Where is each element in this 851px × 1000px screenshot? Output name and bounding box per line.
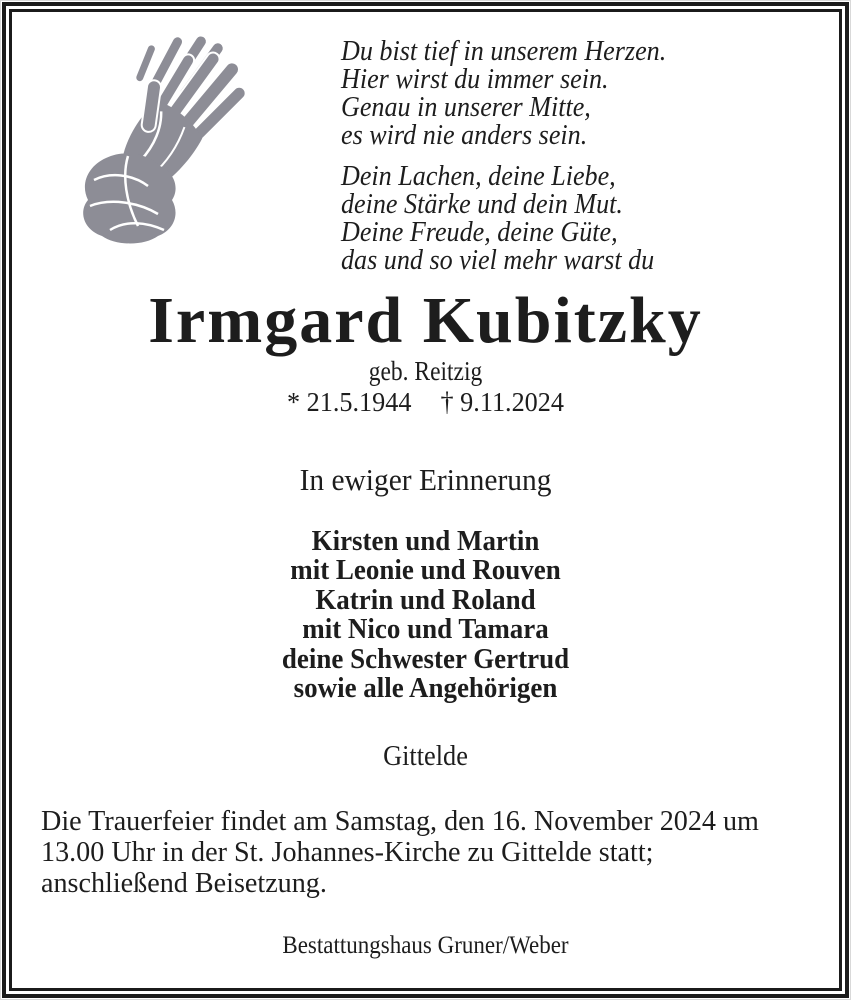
poem-line: das und so viel mehr warst du xyxy=(341,244,655,276)
poem-line: Deine Freude, deine Güte, xyxy=(341,216,618,248)
poem-line: Dein Lachen, deine Liebe, xyxy=(341,160,616,192)
mourner-line: Katrin und Roland xyxy=(315,583,536,616)
funeral-notice-line: 13.00 Uhr in der St. Johannes-Kirche zu Gittelde statt; xyxy=(41,836,654,868)
poem-line: es wird nie anders sein. xyxy=(341,119,588,151)
birth-date: * 21.5.1944 xyxy=(287,387,412,417)
death-date: † 9.11.2024 xyxy=(440,387,564,417)
location-line: Gittelde xyxy=(383,741,468,772)
praying-hands-icon xyxy=(76,30,246,255)
poem-line: Genau in unserer Mitte, xyxy=(341,91,591,123)
mourner-line: mit Nico und Tamara xyxy=(302,613,549,646)
funeral-notice-line: anschließend Beisetzung. xyxy=(41,867,327,899)
funeral-home-line: Bestattungshaus Gruner/Weber xyxy=(282,932,569,959)
poem-line: deine Stärke und dein Mut. xyxy=(341,188,623,220)
life-dates xyxy=(13,387,838,418)
mourner-line: mit Leonie und Rouven xyxy=(290,554,561,587)
maiden-name: geb. Reitzig xyxy=(368,356,483,386)
poem-stanza-1 xyxy=(341,37,666,149)
funeral-notice-line: Die Trauerfeier findet am Samstag, den 16. November 2024 um xyxy=(41,805,759,837)
mourners-list xyxy=(30,527,821,703)
deceased-name: Irmgard Kubitzky xyxy=(148,284,703,357)
poem-line: Hier wirst du immer sein. xyxy=(341,63,609,95)
mourner-line: deine Schwester Gertrud xyxy=(281,642,570,675)
memorial-line: In ewiger Erinnerung xyxy=(299,462,552,497)
poem-line: Du bist tief in unserem Herzen. xyxy=(341,35,667,67)
mourner-line: Kirsten und Martin xyxy=(311,525,540,557)
mourner-line: sowie alle Angehörigen xyxy=(293,672,558,705)
poem-stanza-2 xyxy=(341,162,654,274)
funeral-notice xyxy=(41,806,759,899)
